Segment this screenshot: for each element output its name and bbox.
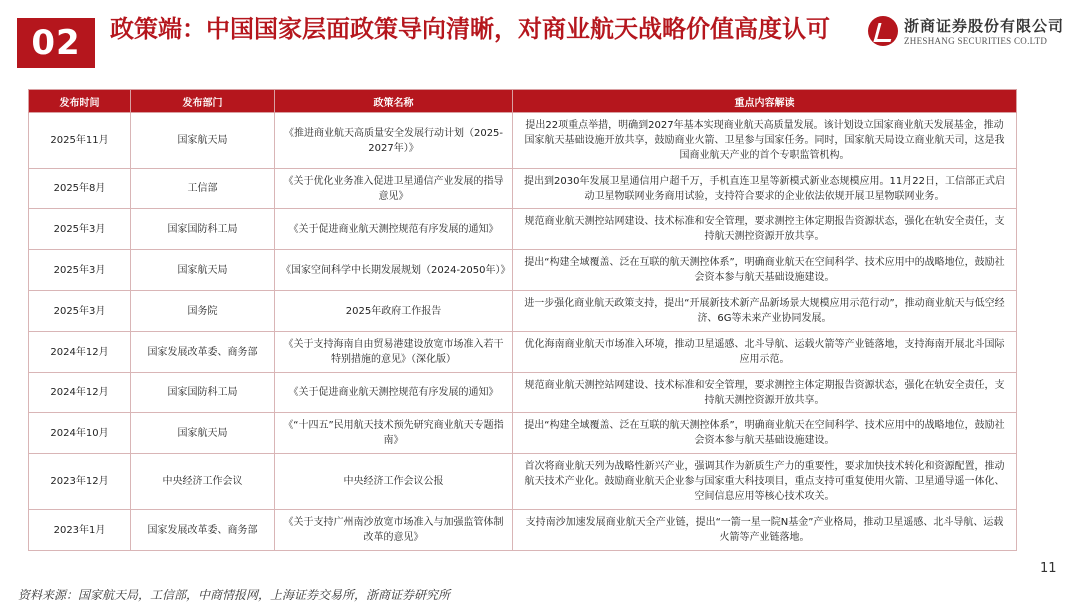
cell-department: 国家发展改革委、商务部 xyxy=(131,510,275,551)
company-logo xyxy=(868,14,1068,54)
header-key-content: 重点内容解读 xyxy=(513,90,1017,113)
cell-date: 2025年3月 xyxy=(29,209,131,250)
cell-policy-name: 《关于促进商业航天测控规范有序发展的通知》 xyxy=(275,373,513,413)
header-department: 发布部门 xyxy=(131,90,275,113)
table-row xyxy=(29,250,1017,291)
table-row xyxy=(29,413,1017,454)
cell-key-content: 首次将商业航天列为战略性新兴产业，强调其作为新质生产力的重要性，要求加快技术转化和资源配置，推动航天技术产业化。鼓励商业航天企业参与国家重大科技项目，重点支持可重复使用火箭、卫星通导遥一体化、空间信息应用等核心技术攻关。 xyxy=(513,454,1017,510)
table-row xyxy=(29,209,1017,250)
cell-department: 国家航天局 xyxy=(131,250,275,291)
cell-date: 2023年12月 xyxy=(29,454,131,510)
cell-department: 国家国防科工局 xyxy=(131,209,275,250)
cell-policy-name: 《推进商业航天高质量安全发展行动计划（2025-2027年）》 xyxy=(275,113,513,169)
source-note: 资料来源：国家航天局，工信部，中商情报网，上海证券交易所，浙商证券研究所 xyxy=(18,588,451,602)
page-number: 11 xyxy=(1040,561,1057,576)
cell-department: 国家发展改革委、商务部 xyxy=(131,332,275,373)
table-row xyxy=(29,373,1017,413)
cell-key-content: 提出“构建全域覆盖、泛在互联的航天测控体系”，明确商业航天在空间科学、技术应用中的战略地位，鼓励社会资本参与航天基础设施建设。 xyxy=(513,413,1017,454)
table-row xyxy=(29,113,1017,169)
cell-key-content: 支持南沙加速发展商业航天全产业链，提出“一箭一星一院N基金”产业格局，推动卫星遥感、北斗导航、运载火箭等产业链落地。 xyxy=(513,510,1017,551)
cell-policy-name: 《“十四五”民用航天技术预先研究商业航天专题指南》 xyxy=(275,413,513,454)
cell-policy-name: 《关于优化业务准入促进卫星通信产业发展的指导意见》 xyxy=(275,169,513,209)
cell-key-content: 提出“构建全域覆盖、泛在互联的航天测控体系”，明确商业航天在空间科学、技术应用中的战略地位，鼓励社会资本参与航天基础设施建设。 xyxy=(513,250,1017,291)
cell-date: 2024年12月 xyxy=(29,332,131,373)
cell-key-content: 进一步强化商业航天政策支持，提出“开展新技术新产品新场景大规模应用示范行动”，推动商业航天与低空经济、6G等未来产业协同发展。 xyxy=(513,291,1017,332)
cell-department: 国家航天局 xyxy=(131,413,275,454)
cell-date: 2023年1月 xyxy=(29,510,131,551)
cell-key-content: 提出22项重点举措，明确到2027年基本实现商业航天高质量发展。该计划设立国家商业航天发展基金，推动国家航天基础设施开放共享，鼓励商业火箭、卫星参与国家任务。同时，国家航天局设立商业航天司，这是我国商业航天产业的首个专职监管机构。 xyxy=(513,113,1017,169)
cell-policy-name: 2025年政府工作报告 xyxy=(275,291,513,332)
zheshang-logo-icon xyxy=(868,16,898,46)
cell-key-content: 优化海南商业航天市场准入环境，推动卫星遥感、北斗导航、运载火箭等产业链落地，支持海南开展北斗国际应用示范。 xyxy=(513,332,1017,373)
cell-policy-name: 中央经济工作会议公报 xyxy=(275,454,513,510)
cell-policy-name: 《国家空间科学中长期发展规划（2024-2050年）》 xyxy=(275,250,513,291)
table-row xyxy=(29,291,1017,332)
logo-name-cn: 浙商证券股份有限公司 xyxy=(904,17,1065,35)
cell-key-content: 提出到2030年发展卫星通信用户超千万，手机直连卫星等新模式新业态规模应用。11月22日，工信部正式启动卫星物联网业务商用试验，支持符合要求的企业依法依规开展卫星物联网业务。 xyxy=(513,169,1017,209)
table-row xyxy=(29,510,1017,551)
cell-department: 工信部 xyxy=(131,169,275,209)
section-number-badge: 02 xyxy=(17,18,95,68)
header-policy-name: 政策名称 xyxy=(275,90,513,113)
table-row xyxy=(29,332,1017,373)
slide-title: 政策端：中国国家层面政策导向清晰，对商业航天战略价值高度认可 xyxy=(110,15,830,43)
cell-department: 国务院 xyxy=(131,291,275,332)
cell-department: 中央经济工作会议 xyxy=(131,454,275,510)
cell-policy-name: 《关于支持海南自由贸易港建设放宽市场准入若干特别措施的意见》（深化版） xyxy=(275,332,513,373)
cell-policy-name: 《关于支持广州南沙放宽市场准入与加强监管体制改革的意见》 xyxy=(275,510,513,551)
policy-table xyxy=(28,89,1017,551)
table-header-row xyxy=(29,90,1017,113)
cell-date: 2024年12月 xyxy=(29,373,131,413)
cell-date: 2025年3月 xyxy=(29,250,131,291)
header-date: 发布时间 xyxy=(29,90,131,113)
cell-key-content: 规范商业航天测控站网建设、技术标准和安全管理，要求测控主体定期报告资源状态，强化在轨安全责任，支持航天测控资源开放共享。 xyxy=(513,373,1017,413)
cell-date: 2025年11月 xyxy=(29,113,131,169)
cell-department: 国家航天局 xyxy=(131,113,275,169)
cell-date: 2025年3月 xyxy=(29,291,131,332)
cell-key-content: 规范商业航天测控站网建设、技术标准和安全管理，要求测控主体定期报告资源状态，强化在轨安全责任，支持航天测控资源开放共享。 xyxy=(513,209,1017,250)
cell-department: 国家国防科工局 xyxy=(131,373,275,413)
table-row xyxy=(29,169,1017,209)
logo-name-en: ZHESHANG SECURITIES CO.LTD xyxy=(904,36,1048,46)
table-row xyxy=(29,454,1017,510)
cell-date: 2024年10月 xyxy=(29,413,131,454)
cell-policy-name: 《关于促进商业航天测控规范有序发展的通知》 xyxy=(275,209,513,250)
cell-date: 2025年8月 xyxy=(29,169,131,209)
